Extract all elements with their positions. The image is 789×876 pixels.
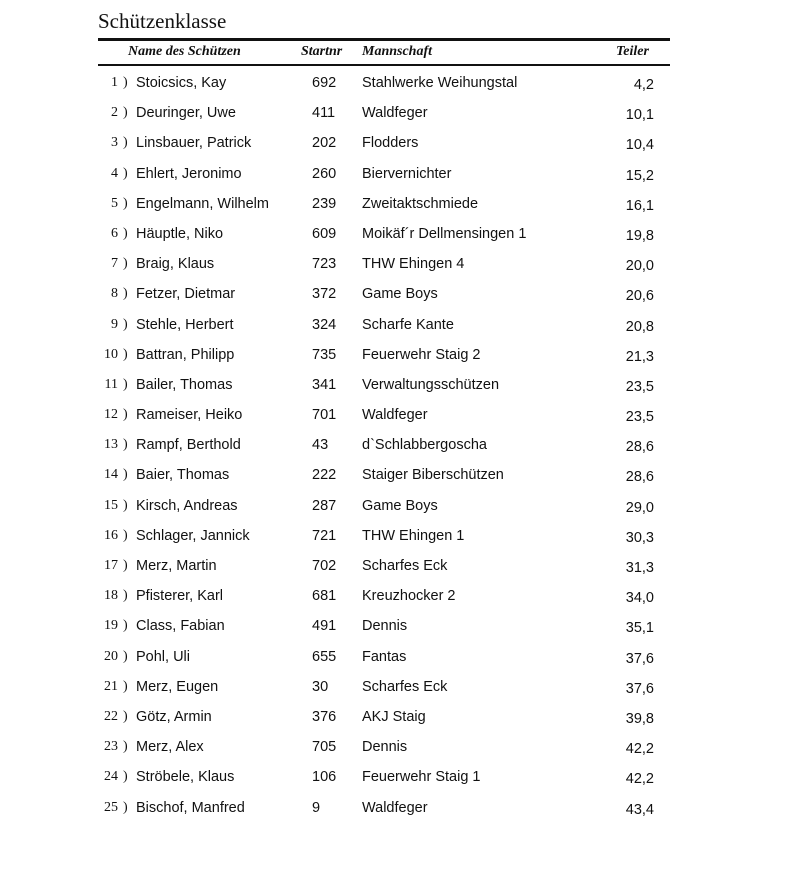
- team-cell: Dennis: [362, 739, 408, 756]
- rank-separator: ): [123, 346, 128, 362]
- team-cell: Dennis: [362, 618, 408, 635]
- rank-cell: 22: [104, 708, 118, 724]
- shooter-name-cell: Braig, Klaus: [136, 256, 215, 273]
- shooter-name-cell: Schlager, Jannick: [136, 527, 250, 544]
- rank-separator: ): [123, 769, 128, 785]
- table-row: [0, 461, 789, 491]
- rank-cell: 15: [104, 497, 118, 513]
- rank-cell: 13: [104, 437, 118, 453]
- table-row: [0, 371, 789, 401]
- shooter-name-cell: Engelmann, Wilhelm: [136, 195, 269, 212]
- teiler-cell: 30,3: [625, 529, 654, 546]
- table-row: [0, 522, 789, 552]
- header-top-rule: [98, 38, 670, 41]
- startnr-cell: 222: [312, 467, 337, 484]
- rank-separator: ): [123, 527, 128, 543]
- startnr-cell: 9: [312, 799, 321, 816]
- team-cell: Moikäf´r Dellmensingen 1: [362, 225, 527, 242]
- rank-cell: 7: [111, 256, 118, 272]
- team-cell: Zweitaktschmiede: [362, 195, 479, 212]
- rank-cell: 6: [111, 225, 118, 241]
- rank-separator: ): [123, 316, 128, 332]
- startnr-cell: 239: [312, 195, 337, 212]
- rank-separator: ): [123, 708, 128, 724]
- shooter-name-cell: Battran, Philipp: [136, 346, 235, 363]
- startnr-cell: 609: [312, 225, 337, 242]
- startnr-cell: 702: [312, 558, 337, 574]
- rank-separator: ): [123, 799, 128, 815]
- shooter-name-cell: Stoicsics, Kay: [136, 75, 227, 91]
- rank-cell: 8: [111, 286, 118, 302]
- column-header-name: Name des Schützen: [128, 44, 241, 59]
- rank-separator: ): [123, 225, 128, 241]
- team-cell: Flodders: [362, 135, 419, 152]
- rank-cell: 16: [104, 527, 118, 543]
- table-row: [0, 311, 789, 341]
- table-row: [0, 582, 789, 612]
- header-bottom-rule: [98, 64, 670, 66]
- table-row: [0, 220, 789, 250]
- rank-cell: 11: [104, 376, 118, 392]
- rank-separator: ): [123, 286, 128, 302]
- teiler-cell: 20,6: [625, 288, 654, 305]
- rank-cell: 12: [104, 407, 118, 423]
- rank-separator: ): [123, 407, 128, 423]
- teiler-cell: 39,8: [625, 710, 654, 727]
- table-row: [0, 401, 789, 431]
- team-cell: Scharfes Eck: [362, 678, 448, 695]
- startnr-cell: 491: [312, 618, 337, 635]
- teiler-cell: 4,2: [633, 77, 654, 93]
- teiler-cell: 42,2: [625, 741, 654, 758]
- rank-separator: ): [123, 648, 128, 664]
- shooter-name-cell: Häuptle, Niko: [136, 225, 224, 242]
- rank-separator: ): [123, 135, 128, 151]
- rank-cell: 19: [104, 618, 118, 634]
- startnr-cell: 43: [312, 437, 329, 454]
- rank-separator: ): [123, 618, 128, 634]
- shooter-name-cell: Class, Fabian: [136, 618, 225, 635]
- teiler-cell: 37,6: [625, 680, 654, 697]
- rank-separator: ): [123, 75, 128, 90]
- rank-cell: 20: [104, 648, 118, 664]
- team-cell: Feuerwehr Staig 2: [362, 346, 481, 363]
- shooter-name-cell: Rampf, Berthold: [136, 437, 241, 454]
- startnr-cell: 106: [312, 769, 337, 786]
- rank-cell: 2: [111, 105, 118, 121]
- team-cell: Waldfeger: [362, 105, 428, 122]
- startnr-cell: 30: [312, 678, 329, 695]
- shooter-name-cell: Merz, Eugen: [136, 678, 219, 695]
- rank-cell: 3: [111, 135, 118, 151]
- shooter-name-cell: Rameiser, Heiko: [136, 407, 243, 424]
- table-row: [0, 733, 789, 763]
- table-row: [0, 552, 789, 582]
- startnr-cell: 723: [312, 256, 337, 273]
- rank-cell: 23: [104, 739, 118, 755]
- startnr-cell: 260: [312, 165, 337, 182]
- startnr-cell: 705: [312, 739, 337, 756]
- team-cell: Kreuzhocker 2: [362, 588, 456, 605]
- rank-separator: ): [123, 497, 128, 513]
- teiler-cell: 23,5: [625, 409, 654, 426]
- teiler-cell: 19,8: [625, 227, 654, 244]
- shooter-name-cell: Merz, Alex: [136, 739, 204, 756]
- startnr-cell: 735: [312, 346, 337, 363]
- startnr-cell: 341: [312, 376, 337, 393]
- teiler-cell: 20,0: [625, 258, 654, 275]
- shooter-name-cell: Stehle, Herbert: [136, 316, 234, 333]
- team-cell: Feuerwehr Staig 1: [362, 769, 481, 786]
- rank-separator: ): [123, 588, 128, 604]
- rank-cell: 21: [104, 678, 118, 694]
- rank-separator: ): [123, 558, 128, 573]
- table-row: [0, 129, 789, 159]
- shooter-name-cell: Linsbauer, Patrick: [136, 135, 252, 152]
- team-cell: Scharfe Kante: [362, 316, 454, 333]
- shooter-name-cell: Götz, Armin: [136, 708, 212, 725]
- table-row: [0, 341, 789, 371]
- rank-separator: ): [123, 256, 128, 272]
- rank-cell: 18: [104, 588, 118, 604]
- table-row: [0, 431, 789, 461]
- rank-separator: ): [123, 376, 128, 392]
- teiler-cell: 28,6: [625, 469, 654, 486]
- teiler-cell: 10,1: [625, 107, 654, 124]
- startnr-cell: 411: [312, 105, 336, 122]
- page-title: Schützenklasse: [98, 9, 227, 33]
- teiler-cell: 28,6: [625, 439, 654, 456]
- startnr-cell: 721: [312, 527, 337, 544]
- shooter-name-cell: Merz, Martin: [136, 558, 217, 574]
- table-row: [0, 492, 789, 522]
- rank-cell: 1: [111, 75, 118, 90]
- rank-separator: ): [123, 678, 128, 694]
- column-header-startnr: Startnr: [301, 44, 343, 59]
- rank-cell: 4: [111, 165, 118, 181]
- shooter-name-cell: Fetzer, Dietmar: [136, 286, 236, 303]
- team-cell: Fantas: [362, 648, 407, 665]
- team-cell: Waldfeger: [362, 407, 428, 424]
- table-row: [0, 612, 789, 642]
- table-row: [0, 99, 789, 129]
- startnr-cell: 376: [312, 708, 337, 725]
- rank-cell: 10: [104, 346, 118, 362]
- team-cell: Game Boys: [362, 286, 438, 303]
- team-cell: THW Ehingen 1: [362, 527, 465, 544]
- startnr-cell: 372: [312, 286, 337, 303]
- rank-separator: ): [123, 467, 128, 483]
- rank-separator: ): [123, 195, 128, 211]
- team-cell: Game Boys: [362, 497, 438, 514]
- team-cell: Scharfes Eck: [362, 558, 448, 574]
- table-row: [0, 190, 789, 220]
- team-cell: Stahlwerke Weihungstal: [362, 75, 518, 91]
- rank-cell: 5: [111, 195, 118, 211]
- table-row: [0, 69, 789, 99]
- teiler-cell: 16,1: [625, 197, 654, 214]
- team-cell: Waldfeger: [362, 799, 428, 816]
- shooter-name-cell: Bailer, Thomas: [136, 376, 233, 393]
- table-row: [0, 763, 789, 793]
- startnr-cell: 655: [312, 648, 337, 665]
- table-row: [0, 643, 789, 673]
- teiler-cell: 37,6: [625, 650, 654, 667]
- team-cell: Verwaltungsschützen: [362, 376, 500, 393]
- column-header-team: Mannschaft: [362, 44, 433, 59]
- team-cell: AKJ Staig: [362, 708, 426, 725]
- startnr-cell: 681: [312, 588, 337, 605]
- teiler-cell: 29,0: [625, 499, 654, 516]
- team-cell: Biervernichter: [362, 165, 452, 182]
- teiler-cell: 10,4: [625, 137, 654, 154]
- startnr-cell: 202: [312, 135, 337, 152]
- teiler-cell: 42,2: [625, 771, 654, 788]
- shooter-name-cell: Deuringer, Uwe: [136, 105, 236, 122]
- startnr-cell: 701: [312, 407, 337, 424]
- teiler-cell: 23,5: [625, 378, 654, 395]
- teiler-cell: 31,3: [625, 560, 654, 576]
- teiler-cell: 15,2: [625, 167, 654, 184]
- rank-separator: ): [123, 437, 128, 453]
- teiler-cell: 20,8: [625, 318, 654, 335]
- rank-cell: 9: [111, 316, 118, 332]
- team-cell: THW Ehingen 4: [362, 256, 465, 273]
- shooter-name-cell: Ehlert, Jeronimo: [136, 165, 242, 182]
- startnr-cell: 692: [312, 75, 337, 91]
- table-row: [0, 250, 789, 280]
- results-table-body: [0, 69, 789, 824]
- table-row: [0, 673, 789, 703]
- rank-cell: 24: [104, 769, 118, 785]
- rank-cell: 25: [104, 799, 118, 815]
- teiler-cell: 21,3: [625, 348, 654, 365]
- shooter-name-cell: Pfisterer, Karl: [136, 588, 224, 605]
- rank-separator: ): [123, 105, 128, 121]
- table-row: [0, 280, 789, 310]
- team-cell: d`Schlabbergoscha: [362, 437, 487, 454]
- rank-separator: ): [123, 165, 128, 181]
- teiler-cell: 35,1: [625, 620, 654, 637]
- rank-cell: 17: [104, 558, 118, 573]
- rank-separator: ): [123, 739, 128, 755]
- shooter-name-cell: Baier, Thomas: [136, 467, 230, 484]
- shooter-name-cell: Pohl, Uli: [136, 648, 190, 665]
- rank-cell: 14: [104, 467, 118, 483]
- shooter-name-cell: Kirsch, Andreas: [136, 497, 238, 514]
- teiler-cell: 43,4: [625, 801, 654, 818]
- table-row: [0, 160, 789, 190]
- shooter-name-cell: Bischof, Manfred: [136, 799, 245, 816]
- team-cell: Staiger Biberschützen: [362, 467, 504, 484]
- startnr-cell: 324: [312, 316, 337, 333]
- column-header-teiler: Teiler: [616, 44, 649, 59]
- table-row: [0, 794, 789, 824]
- table-row: [0, 703, 789, 733]
- shooter-name-cell: Ströbele, Klaus: [136, 769, 235, 786]
- startnr-cell: 287: [312, 497, 337, 514]
- teiler-cell: 34,0: [625, 590, 654, 607]
